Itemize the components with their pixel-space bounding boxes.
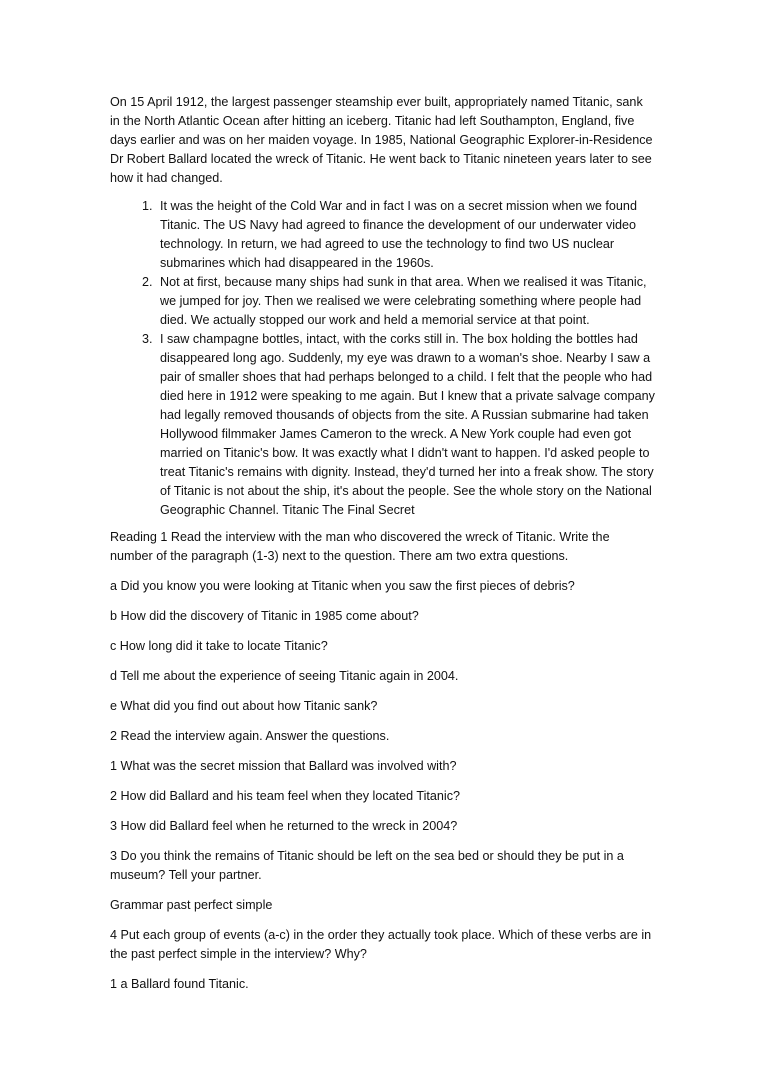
interview-paragraph-1: 1. It was the height of the Cold War and in fact I was on a secret mission when we found Titanic. The US Navy had agreed to finance the development of our underwater video technology. In return, we had agreed to use the technology to find two US nuclear submarines which had disappeared in the 1960s. xyxy=(156,197,655,273)
exercise-4-item-1a: 1 a Ballard found Titanic. xyxy=(110,977,249,991)
question-c: c How long did it take to locate Titanic? xyxy=(110,639,328,653)
intro-paragraph: On 15 April 1912, the largest passenger steamship ever built, appropriately named Titanic, sank in the North Atlantic Ocean after hitting an iceberg. Titanic had left Southampton, England, five days earlier and was on her maiden voyage. In 1985, National Geographic Explorer-in-Residence Dr Robert Ballard located the wreck of Titanic. He went back to Titanic nineteen years later to see how it had changed. xyxy=(110,95,653,185)
interview-paragraph-list xyxy=(110,197,655,520)
reading-instruction: Reading 1 Read the interview with the man who discovered the wreck of Titanic. Write the number of the paragraph (1-3) next to the question. There am two extra questions. xyxy=(110,530,610,563)
interview-paragraph-3: 3. I saw champagne bottles, intact, with the corks still in. The box holding the bottles had disappeared long ago. Suddenly, my eye was drawn to a woman's shoe. Nearby I saw a pair of smaller shoes that had perhaps belonged to a child. I felt that the people who had died here in 1912 were speaking to me again. But I knew that a private salvage company had legally removed thousands of objects from the site. A Russian submarine had taken Hollywood filmmaker James Cameron to the wreck. A New York couple had even got married on Titanic's bow. It was exactly what I didn't want to happen. I'd asked people to treat Titanic's remains with dignity. Instead, they'd turned her into a freak show. The story of Titanic is not about the ship, it's about the people. See the whole story on the National Geographic Channel. Titanic The Final Secret xyxy=(156,330,655,520)
exercise-2-question-3: 3 How did Ballard feel when he returned to the wreck in 2004? xyxy=(110,819,458,833)
question-d: d Tell me about the experience of seeing Titanic again in 2004. xyxy=(110,669,459,683)
exercise-4-instruction: 4 Put each group of events (a-c) in the order they actually took place. Which of these verbs are in the past perfect simple in the interview? Why? xyxy=(110,928,652,961)
grammar-heading: Grammar past perfect simple xyxy=(110,898,273,912)
interview-paragraph-2: 2. Not at first, because many ships had sunk in that area. When we realised it was Titanic, we jumped for joy. Then we realised we were celebrating something where people had died. We actually stopped our work and held a memorial service at that point. xyxy=(156,273,655,330)
exercise-2-instruction: 2 Read the interview again. Answer the questions. xyxy=(110,729,390,743)
exercise-2-question-1: 1 What was the secret mission that Ballard was involved with? xyxy=(110,759,457,773)
document-page xyxy=(110,93,655,1005)
question-e: e What did you find out about how Titanic sank? xyxy=(110,699,378,713)
exercise-3-instruction: 3 Do you think the remains of Titanic should be left on the sea bed or should they be put in a museum? Tell your partner. xyxy=(110,849,624,882)
question-a: a Did you know you were looking at Titanic when you saw the first pieces of debris? xyxy=(110,579,575,593)
question-b: b How did the discovery of Titanic in 1985 come about? xyxy=(110,609,419,623)
exercise-2-question-2: 2 How did Ballard and his team feel when they located Titanic? xyxy=(110,789,461,803)
